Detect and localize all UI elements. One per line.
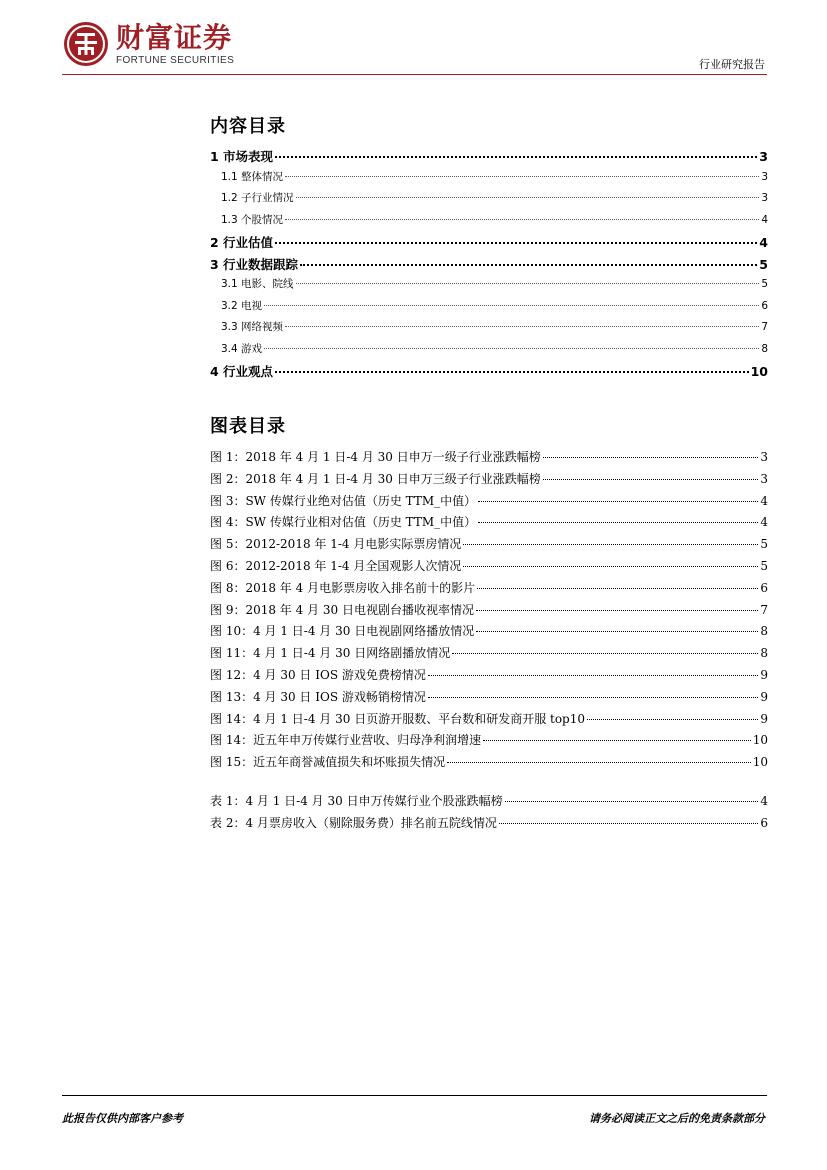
entry-label: 表 1：4 月 1 日-4 月 30 日申万传媒行业个股涨跌幅榜 [210,794,503,808]
dot-leader [285,176,759,177]
dot-leader [505,801,759,802]
dot-leader [285,219,759,220]
toc-entry[interactable] [210,169,768,191]
dot-leader [478,501,758,502]
header-divider [62,74,767,75]
figure-entry[interactable] [210,710,768,732]
figure-entry[interactable] [210,731,768,753]
entry-label: 1 市场表现 [210,149,274,164]
entry-label: 图 5：2012-2018 年 1-4 月电影实际票房情况 [210,537,462,552]
entry-page-number: 3 [761,170,768,183]
figure-entry[interactable] [210,622,768,644]
dot-leader [483,740,751,741]
entry-page-number: 4 [761,213,768,226]
figure-entry[interactable] [210,470,768,492]
entry-label: 图 9：2018 年 4 月 30 日电视剧台播收视率情况 [210,602,474,617]
toc-entry[interactable] [210,341,768,363]
dot-leader [543,457,759,458]
entry-label: 图 2：2018 年 4 月 1 日-4 月 30 日申万三级子行业涨跌幅榜 [210,471,541,486]
entry-page-number: 3 [761,192,768,204]
toc-entry[interactable] [210,233,768,255]
page-header [0,0,827,80]
toc-entry[interactable] [210,319,768,341]
entry-page-number: 10 [752,755,768,770]
dot-leader [476,610,758,611]
figure-entry[interactable] [210,753,768,775]
figure-entry[interactable] [210,601,768,623]
footer-disclaimer-right: 请务必阅读正文之后的免责条款部分 [589,1112,765,1125]
figure-entry[interactable] [210,666,768,688]
entry-page-number: 4 [760,493,768,508]
dot-leader [275,371,749,373]
entry-page-number: 10 [750,364,768,379]
entry-page-number: 8 [760,624,768,639]
entry-page-number: 9 [760,689,768,704]
dot-leader [463,566,758,567]
entry-label: 1.2 子行业情况 [221,192,294,204]
toc-list [210,147,768,384]
dot-leader [275,156,757,158]
report-type: 行业研究报告 [699,58,765,71]
dot-leader [275,242,757,244]
figure-entry[interactable] [210,579,768,601]
dot-leader [296,283,760,284]
dot-leader [428,697,758,698]
figure-entry[interactable] [210,688,768,710]
figure-list [210,448,768,775]
figure-entry[interactable] [210,448,768,470]
entry-label: 3.3 网络视频 [221,321,284,333]
entry-label: 3.2 电视 [221,299,263,312]
entry-label: 图 11：4 月 1 日-4 月 30 日网络剧播放情况 [210,646,451,661]
toc-entry[interactable] [210,276,768,298]
entry-label: 图 6：2012-2018 年 1-4 月全国观影人次情况 [210,558,462,573]
figure-entry[interactable] [210,513,768,535]
entry-label: 4 行业观点 [210,364,274,379]
figure-entry[interactable] [210,535,768,557]
entry-page-number: 3 [759,149,768,164]
toc-title: 内容目录 [210,116,286,137]
entry-page-number: 9 [760,667,768,682]
entry-page-number: 3 [760,471,768,486]
dot-leader [452,653,758,654]
entry-page-number: 6 [761,299,768,312]
entry-label: 3.4 游戏 [221,342,263,355]
entry-page-number: 3 [760,450,768,464]
dot-leader [499,823,758,824]
dot-leader [477,588,758,589]
entry-label: 图 8：2018 年 4 月电影票房收入排名前十的影片 [210,580,476,595]
entry-label: 图 1：2018 年 4 月 1 日-4 月 30 日申万一级子行业涨跌幅榜 [210,450,541,464]
entry-label: 图 13：4 月 30 日 IOS 游戏畅销榜情况 [210,689,426,704]
figure-entry[interactable] [210,492,768,514]
toc-entry[interactable] [210,212,768,234]
entry-page-number: 4 [760,794,768,808]
entry-page-number: 8 [760,646,768,661]
table-list [210,792,768,836]
dot-leader [285,326,759,327]
table-entry[interactable] [210,814,768,836]
entry-page-number: 9 [760,711,768,726]
dot-leader [428,675,758,676]
entry-label: 图 14：近五年申万传媒行业营收、归母净利润增速 [210,733,482,748]
dot-leader [587,719,758,720]
dot-leader [478,522,758,523]
entry-label: 图 15：近五年商誉减值损失和坏账损失情况 [210,755,446,770]
entry-page-number: 4 [759,235,768,250]
figure-entry[interactable] [210,557,768,579]
figure-entry[interactable] [210,644,768,666]
toc-entry[interactable] [210,255,768,277]
entry-page-number: 6 [760,580,768,595]
entry-label: 1.1 整体情况 [221,170,284,183]
entry-page-number: 6 [760,815,768,830]
entry-label: 表 2：4 月票房收入（剔除服务费）排名前五院线情况 [210,815,497,830]
fortune-securities-logo-icon [62,20,110,68]
dot-leader [447,762,751,763]
entry-page-number: 8 [761,342,768,355]
entry-label: 3.1 电影、院线 [221,278,294,290]
footer-divider [62,1095,767,1096]
toc-entry[interactable] [210,362,768,384]
toc-entry[interactable] [210,298,768,320]
dot-leader [476,631,758,632]
entry-page-number: 5 [759,256,768,272]
table-entry[interactable] [210,792,768,814]
dot-leader [296,197,760,198]
entry-label: 3 行业数据跟踪 [210,256,299,272]
entry-label: 图 10：4 月 1 日-4 月 30 日电视剧网络播放情况 [210,624,475,639]
dot-leader [300,264,757,266]
entry-page-number: 7 [760,602,768,617]
brand-name-cn: 财富证券 [116,21,233,54]
entry-page-number: 4 [760,515,768,530]
dot-leader [264,305,759,306]
figure-list-title: 图表目录 [210,416,286,437]
entry-page-number: 5 [761,278,768,290]
entry-label: 图 4：SW 传媒行业相对估值（历史 TTM_中值） [210,515,477,530]
toc-entry[interactable] [210,190,768,212]
entry-label: 图 14：4 月 1 日-4 月 30 日页游开服数、平台数和研发商开服 top10 [210,711,586,726]
entry-page-number: 10 [752,733,768,748]
dot-leader [264,348,759,349]
entry-label: 1.3 个股情况 [221,213,284,226]
brand-name-en: FORTUNE SECURITIES [116,55,235,66]
entry-page-number: 5 [760,558,768,573]
dot-leader [543,479,759,480]
entry-label: 图 3：SW 传媒行业绝对估值（历史 TTM_中值） [210,493,477,508]
entry-page-number: 7 [761,321,768,333]
toc-entry[interactable] [210,147,768,169]
dot-leader [463,544,758,545]
footer-disclaimer-left: 此报告仅供内部客户参考 [62,1112,183,1125]
entry-page-number: 5 [760,537,768,552]
entry-label: 图 12：4 月 30 日 IOS 游戏免费榜情况 [210,667,426,682]
entry-label: 2 行业估值 [210,235,274,250]
